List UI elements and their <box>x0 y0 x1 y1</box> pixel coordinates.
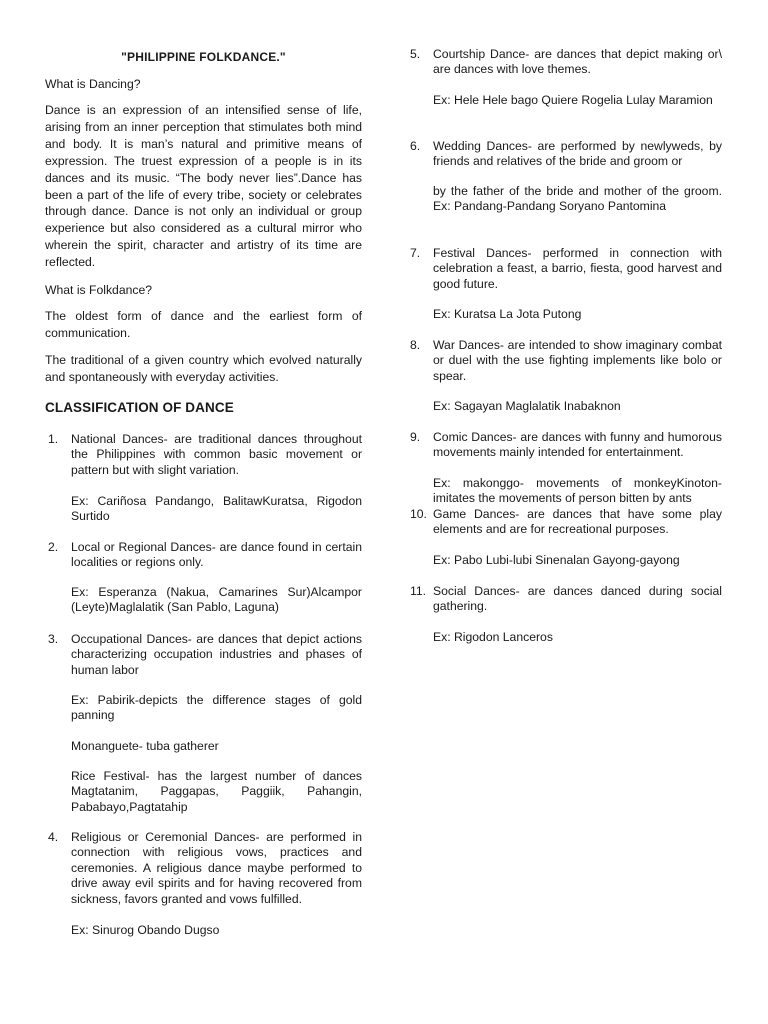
list-item-example: Rice Festival- has the largest number of dances Magtatanim, Paggapas, Paggiik, Pahangin, Pababayo,Pagtatahip <box>71 769 362 814</box>
page-title: "PHILIPPINE FOLKDANCE." <box>121 50 286 64</box>
list-item-text: Game Dances- are dances that have some play elements and are for recreational purposes. <box>433 507 722 537</box>
list-item-number: 5. <box>410 47 421 61</box>
section-heading: CLASSIFICATION OF DANCE <box>45 400 234 415</box>
list-item-example: Ex: Pabirik-depicts the difference stages of gold panning <box>71 693 362 723</box>
list-item-text: Wedding Dances- are performed by newlyweds, by friends and relatives of the bride and groom or <box>433 139 722 169</box>
list-item-number: 10. <box>410 507 427 521</box>
list-item-text: Social Dances- are dances danced during social gathering. <box>433 584 722 614</box>
list-item-example: Ex: Hele Hele bago Quiere Rogelia Lulay Maramion <box>433 93 713 107</box>
list-item-example: Ex: Pabo Lubi-lubi Sinenalan Gayong-gayong <box>433 553 680 567</box>
list-item-example: Ex: Sagayan Maglalatik Inabaknon <box>433 399 621 413</box>
list-item-text: Festival Dances- performed in connection with celebration a feast, a barrio, fiesta, good harvest and good future. <box>433 246 722 291</box>
paragraph-folkdance-definition: The oldest form of dance and the earliest form of communication. <box>45 309 362 340</box>
list-item-number: 1. <box>48 432 59 446</box>
list-item-text: Religious or Ceremonial Dances- are performed in connection with religious vows, practices and ceremonies. A religious dance maybe performed to drive away evil spirits and for having recovered from sickness, favors granted and vows fulfilled. <box>71 830 362 906</box>
list-item-example: Ex: Rigodon Lanceros <box>433 630 553 644</box>
list-item-number: 2. <box>48 540 59 554</box>
list-item-number: 7. <box>410 246 421 260</box>
list-item-example: Ex: Esperanza (Nakua, Camarines Sur)Alcampor (Leyte)Maglalatik (San Pablo, Laguna) <box>71 585 362 615</box>
list-item-example: by the father of the bride and mother of the groom. Ex: Pandang-Pandang Soryano Pantomina <box>433 184 722 214</box>
list-item-text: Occupational Dances- are dances that depict actions characterizing occupation industries and phases of human labor <box>71 632 362 677</box>
list-item-text: Comic Dances- are dances with funny and humorous movements mainly intended for entertainment. <box>433 430 722 460</box>
list-item-number: 11. <box>410 584 427 598</box>
list-item-text: Courtship Dance- are dances that depict making or\ are dances with love themes. <box>433 47 722 77</box>
list-item-example: Ex: Cariñosa Pandango, BalitawKuratsa, Rigodon Surtido <box>71 494 362 524</box>
list-item-number: 6. <box>410 139 421 153</box>
list-item-number: 4. <box>48 830 59 844</box>
list-item-example: Ex: Sinurog Obando Dugso <box>71 923 220 937</box>
list-item-number: 9. <box>410 430 421 444</box>
question-dancing: What is Dancing? <box>45 77 141 91</box>
list-item-number: 3. <box>48 632 59 646</box>
list-item-example: Ex: Kuratsa La Jota Putong <box>433 307 582 321</box>
list-item-example: Monanguete- tuba gatherer <box>71 739 219 753</box>
paragraph-dancing: Dance is an expression of an intensified sense of life, arising from an inner perception that stimulates both mind and body. It is man’s natural and primitive means of expression. The truest expression of a people is in its dances and its music. “The body never lies”.Dance has been a part of the life of every tribe, society or celebrates through dance. Dance is not only an individual or group experience but also considered as a cultural mirror who wherein the spirit, character and artistry of its time are reflected. <box>45 103 362 270</box>
list-item-text: Local or Regional Dances- are dance found in certain localities or regions only. <box>71 540 362 570</box>
paragraph-folkdance-traditional: The traditional of a given country which evolved naturally and spontaneously with everyday activities. <box>45 353 362 384</box>
question-folkdance: What is Folkdance? <box>45 283 153 297</box>
list-item-example: Ex: makonggo- movements of monkeyKinoton- imitates the movements of person bitten by ants <box>433 476 722 506</box>
list-item-number: 8. <box>410 338 421 352</box>
list-item-text: War Dances- are intended to show imaginary combat or duel with the use fighting implements like bolo or spear. <box>433 338 722 383</box>
list-item-text: National Dances- are traditional dances throughout the Philippines with common basic movement or pattern but with slight variation. <box>71 432 362 477</box>
